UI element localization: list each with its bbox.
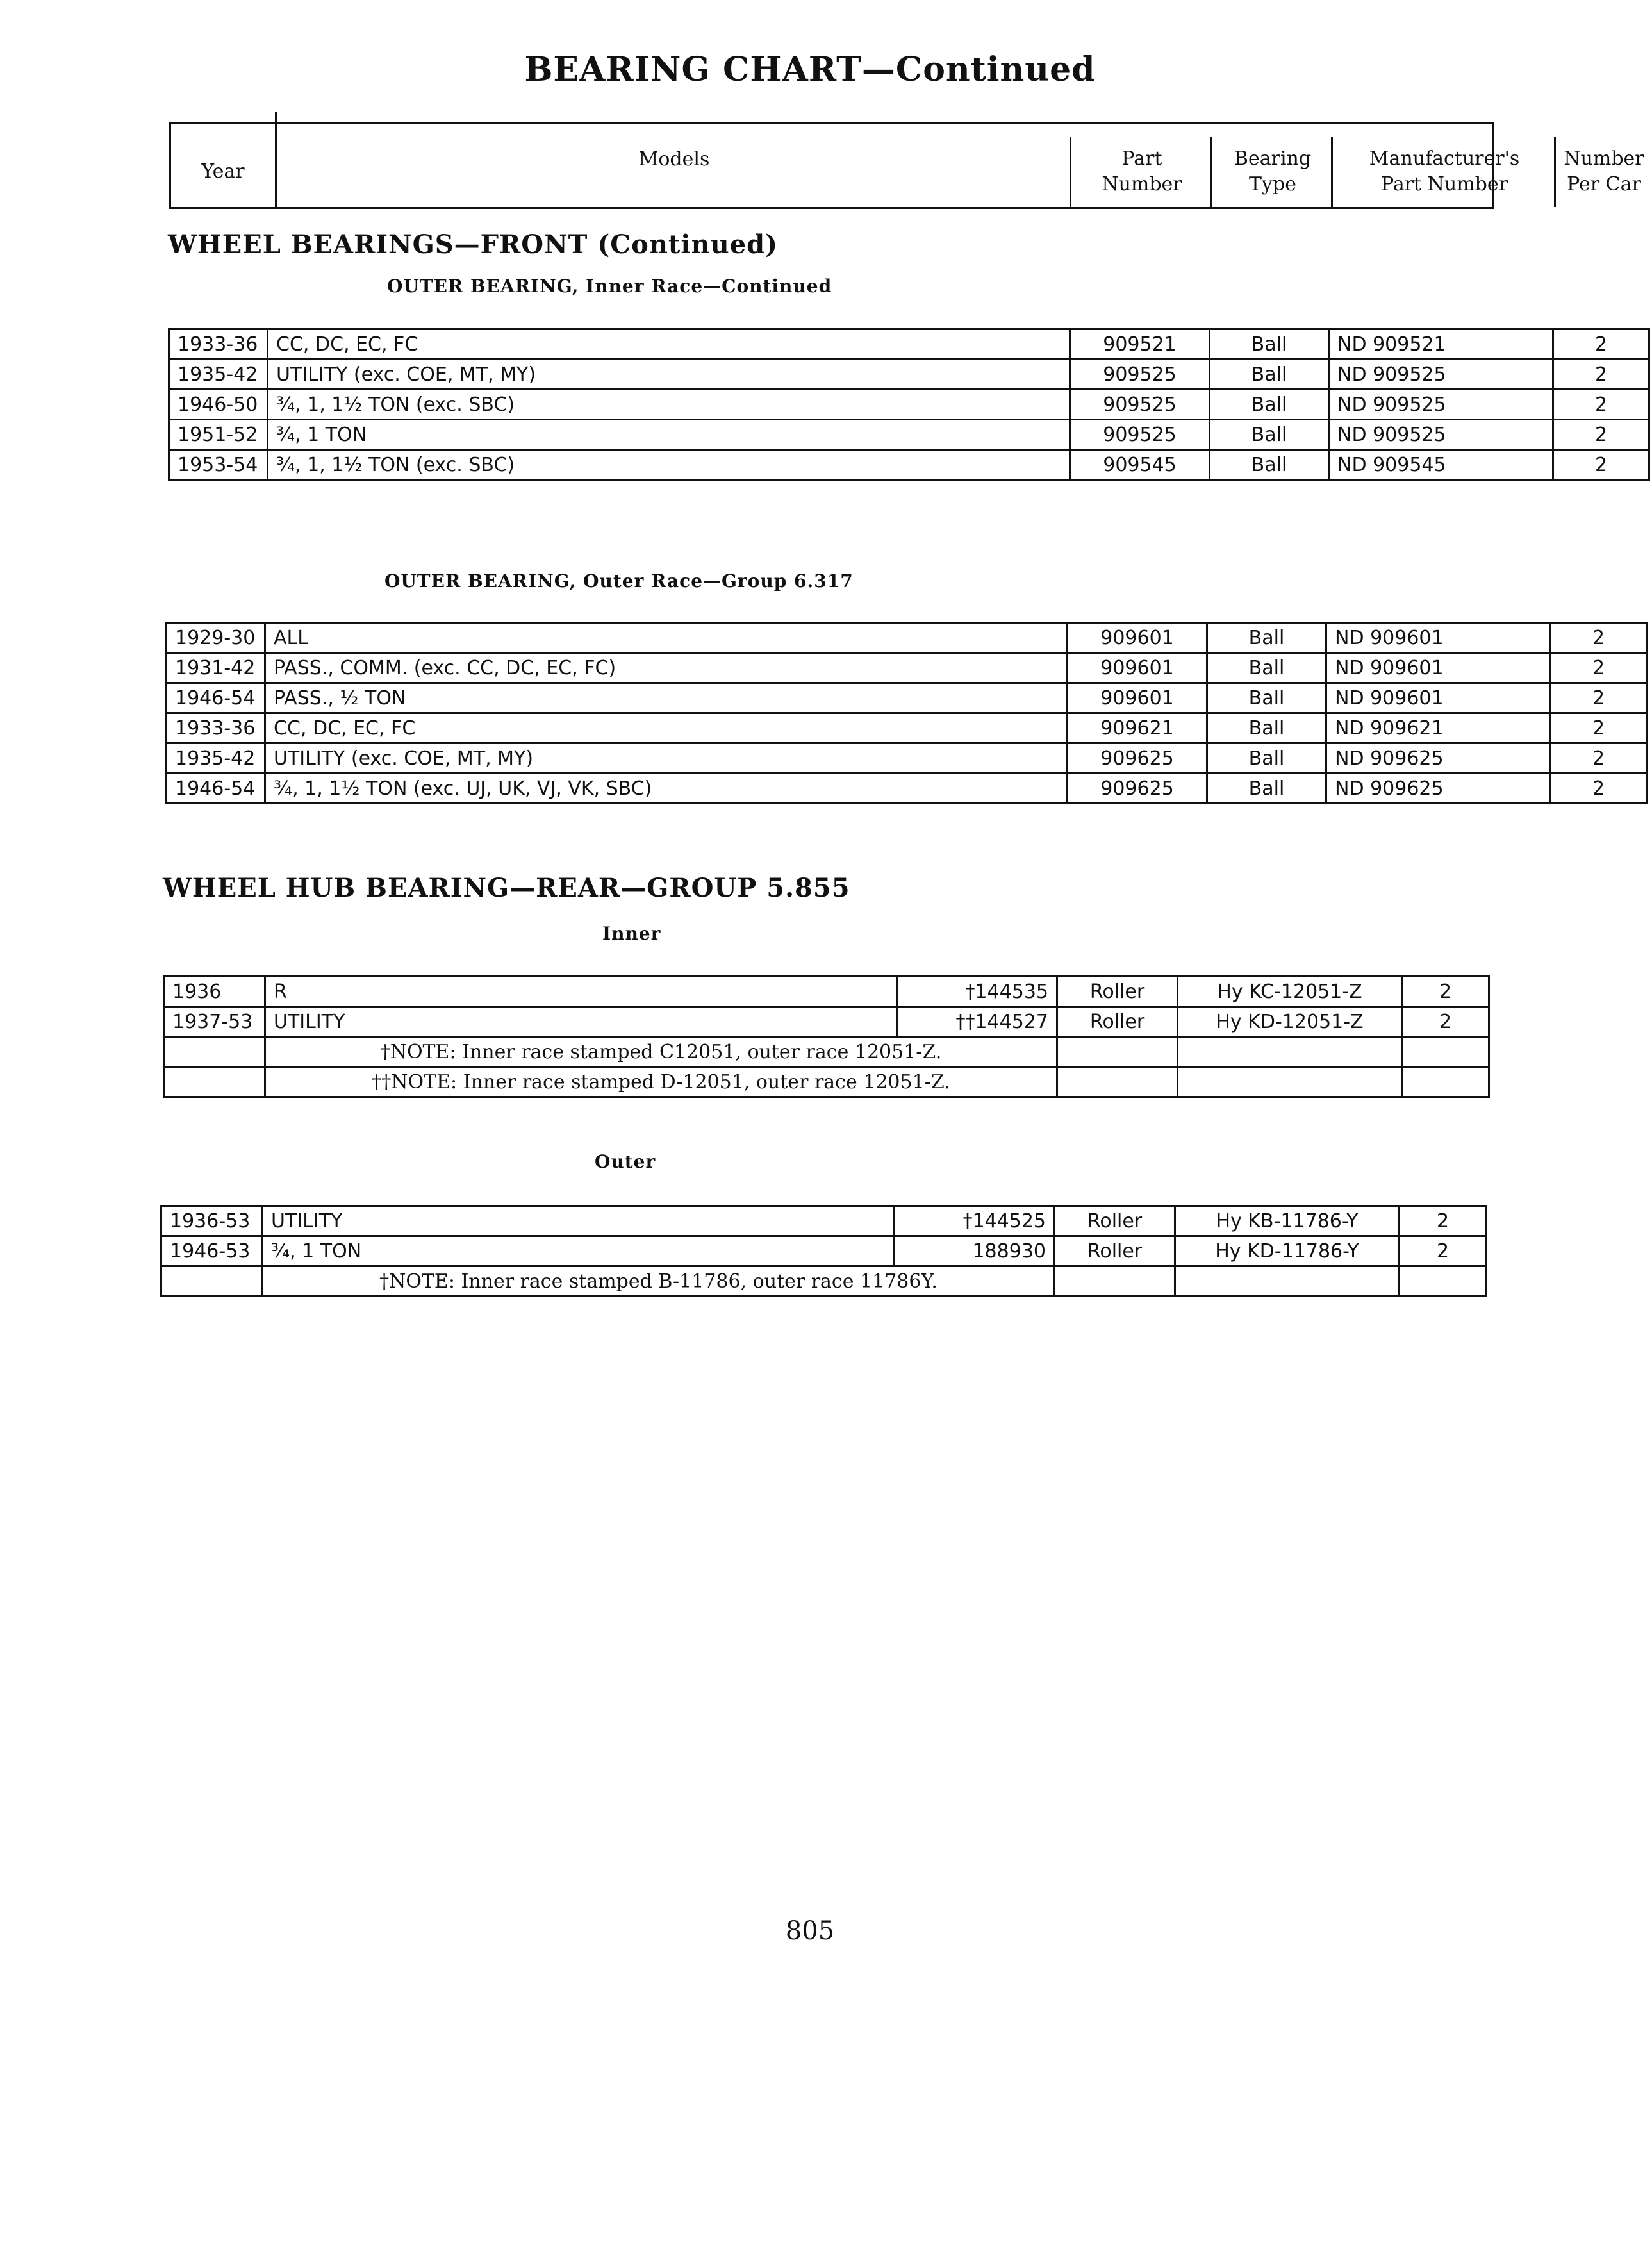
bearing-type-cell: Ball	[1207, 743, 1326, 774]
number-per-car-cell: 2	[1551, 683, 1647, 713]
year-cell: 1935-42	[167, 743, 265, 774]
subsection-heading-inner-race: OUTER BEARING, Inner Race—Continued	[387, 276, 832, 297]
mfr-part-number-cell: ND 909601	[1326, 653, 1551, 683]
year-cell: 1931-42	[167, 653, 265, 683]
models-cell: PASS., COMM. (exc. CC, DC, EC, FC)	[265, 653, 1068, 683]
section-heading-front: WHEEL BEARINGS—FRONT (Continued)	[168, 229, 779, 260]
part-number-cell: 909521	[1070, 329, 1210, 360]
year-cell: 1936	[164, 977, 265, 1007]
empty-cell	[1402, 1037, 1489, 1067]
part-number-cell: †144525	[895, 1206, 1055, 1236]
note-row	[164, 1067, 1489, 1097]
mfr-part-number-cell: ND 909521	[1329, 329, 1553, 360]
bearing-type-cell: Ball	[1207, 653, 1326, 683]
bearing-type-cell: Roller	[1055, 1206, 1175, 1236]
mfr-part-number-cell: ND 909601	[1326, 683, 1551, 713]
part-number-cell: 909625	[1068, 743, 1207, 774]
mfr-part-number-cell: Hy KB-11786-Y	[1175, 1206, 1400, 1236]
models-cell: UTILITY (exc. COE, MT, MY)	[265, 743, 1068, 774]
page-number: 805	[785, 1916, 835, 1946]
models-cell: UTILITY (exc. COE, MT, MY)	[268, 360, 1070, 390]
part-number-cell: 909525	[1070, 360, 1210, 390]
note-row	[161, 1266, 1487, 1297]
table-row	[161, 1236, 1487, 1266]
number-per-car-cell: 2	[1400, 1236, 1487, 1266]
table-row	[164, 1007, 1489, 1037]
part-number-cell: 909621	[1068, 713, 1207, 743]
empty-cell	[164, 1067, 265, 1097]
section-heading-rear: WHEEL HUB BEARING—REAR—GROUP 5.855	[163, 873, 850, 903]
year-cell: 1946-50	[169, 390, 268, 420]
year-cell: 1946-54	[167, 683, 265, 713]
bearing-type-cell: Ball	[1207, 623, 1326, 653]
table-row	[164, 977, 1489, 1007]
bearing-type-cell: Ball	[1210, 360, 1329, 390]
part-number-cell: 909601	[1068, 683, 1207, 713]
number-per-car-cell: 2	[1402, 977, 1489, 1007]
subsection-heading-inner: Inner	[602, 923, 661, 944]
footnote: †NOTE: Inner race stamped B-11786, outer race 11786Y.	[263, 1266, 1055, 1297]
year-cell: 1946-53	[161, 1236, 263, 1266]
year-cell: 1935-42	[169, 360, 268, 390]
mfr-part-number-cell: ND 909545	[1329, 450, 1553, 480]
mfr-part-number-cell: ND 909625	[1326, 743, 1551, 774]
year-cell: 1937-53	[164, 1007, 265, 1037]
col-header-mfr-part-number: Manufacturer's Part Number	[1331, 137, 1556, 207]
bearing-type-cell: Ball	[1210, 420, 1329, 450]
part-number-cell: 909601	[1068, 653, 1207, 683]
models-cell: ¾, 1, 1½ TON (exc. UJ, UK, VJ, VK, SBC)	[265, 774, 1068, 804]
table-row	[169, 390, 1649, 420]
mfr-part-number-cell: ND 909525	[1329, 360, 1553, 390]
table-row	[169, 420, 1649, 450]
mfr-part-number-cell: Hy KC-12051-Z	[1178, 977, 1402, 1007]
models-cell: CC, DC, EC, FC	[265, 713, 1068, 743]
mfr-part-number-cell: ND 909601	[1326, 623, 1551, 653]
table-row	[169, 360, 1649, 390]
models-cell: ¾, 1, 1½ TON (exc. SBC)	[268, 450, 1070, 480]
col-header-models: Models	[275, 112, 1071, 207]
part-number-cell: 909545	[1070, 450, 1210, 480]
note-row	[164, 1037, 1489, 1067]
empty-cell	[164, 1037, 265, 1067]
number-per-car-cell: 2	[1551, 774, 1647, 804]
number-per-car-cell: 2	[1553, 420, 1649, 450]
models-cell: ¾, 1 TON	[268, 420, 1070, 450]
models-cell: CC, DC, EC, FC	[268, 329, 1070, 360]
part-number-cell: ††144527	[897, 1007, 1057, 1037]
number-per-car-cell: 2	[1553, 390, 1649, 420]
number-per-car-cell: 2	[1553, 450, 1649, 480]
footnote: ††NOTE: Inner race stamped D-12051, outer race 12051-Z.	[265, 1067, 1057, 1097]
year-cell: 1946-54	[167, 774, 265, 804]
year-cell: 1951-52	[169, 420, 268, 450]
mfr-part-number-cell: ND 909525	[1329, 390, 1553, 420]
year-cell: 1933-36	[167, 713, 265, 743]
page-title: BEARING CHART—Continued	[524, 50, 1096, 89]
table-row	[169, 329, 1649, 360]
bearing-type-cell: Ball	[1207, 713, 1326, 743]
table-row	[169, 450, 1649, 480]
mfr-part-number-cell: ND 909625	[1326, 774, 1551, 804]
empty-cell	[1057, 1037, 1178, 1067]
table-row	[161, 1206, 1487, 1236]
empty-cell	[1057, 1067, 1178, 1097]
part-number-cell: 188930	[895, 1236, 1055, 1266]
bearing-type-cell: Roller	[1057, 977, 1178, 1007]
bearing-type-cell: Ball	[1207, 774, 1326, 804]
table-outer-inner-race	[168, 328, 1650, 481]
models-cell: UTILITY	[265, 1007, 897, 1037]
col-header-part-number: Part Number	[1070, 137, 1212, 207]
table-row	[167, 683, 1647, 713]
empty-cell	[1402, 1067, 1489, 1097]
number-per-car-cell: 2	[1402, 1007, 1489, 1037]
part-number-cell: †144535	[897, 977, 1057, 1007]
table-rear-inner	[163, 975, 1490, 1098]
models-cell: ¾, 1, 1½ TON (exc. SBC)	[268, 390, 1070, 420]
bearing-type-cell: Ball	[1210, 390, 1329, 420]
part-number-cell: 909525	[1070, 390, 1210, 420]
column-header-box	[169, 122, 1644, 209]
number-per-car-cell: 2	[1551, 743, 1647, 774]
empty-cell	[1055, 1266, 1175, 1297]
table-row	[167, 743, 1647, 774]
models-cell: R	[265, 977, 897, 1007]
year-cell: 1929-30	[167, 623, 265, 653]
table-row	[167, 774, 1647, 804]
mfr-part-number-cell: Hy KD-12051-Z	[1178, 1007, 1402, 1037]
col-header-year: Year	[201, 160, 245, 183]
table-row	[167, 653, 1647, 683]
number-per-car-cell: 2	[1400, 1206, 1487, 1236]
bearing-type-cell: Ball	[1207, 683, 1326, 713]
models-cell: ALL	[265, 623, 1068, 653]
models-cell: UTILITY	[263, 1206, 895, 1236]
empty-cell	[1400, 1266, 1487, 1297]
footnote: †NOTE: Inner race stamped C12051, outer race 12051-Z.	[265, 1037, 1057, 1067]
mfr-part-number-cell: ND 909621	[1326, 713, 1551, 743]
number-per-car-cell: 2	[1551, 653, 1647, 683]
mfr-part-number-cell: Hy KD-11786-Y	[1175, 1236, 1400, 1266]
table-row	[167, 623, 1647, 653]
empty-cell	[1178, 1067, 1402, 1097]
empty-cell	[161, 1266, 263, 1297]
bearing-type-cell: Ball	[1210, 450, 1329, 480]
subsection-heading-outer: Outer	[595, 1151, 656, 1172]
models-cell: ¾, 1 TON	[263, 1236, 895, 1266]
models-cell: PASS., ½ TON	[265, 683, 1068, 713]
number-per-car-cell: 2	[1551, 713, 1647, 743]
col-header-number-per-car: Number Per Car	[1554, 137, 1652, 207]
bearing-type-cell: Roller	[1055, 1236, 1175, 1266]
part-number-cell: 909625	[1068, 774, 1207, 804]
year-cell: 1936-53	[161, 1206, 263, 1236]
year-cell: 1953-54	[169, 450, 268, 480]
table-rear-outer	[160, 1205, 1487, 1297]
bearing-type-cell: Roller	[1057, 1007, 1178, 1037]
number-per-car-cell: 2	[1553, 329, 1649, 360]
year-cell: 1933-36	[169, 329, 268, 360]
empty-cell	[1175, 1266, 1400, 1297]
subsection-heading-outer-race: OUTER BEARING, Outer Race—Group 6.317	[384, 570, 854, 592]
bearing-type-cell: Ball	[1210, 329, 1329, 360]
table-row	[167, 713, 1647, 743]
empty-cell	[1178, 1037, 1402, 1067]
mfr-part-number-cell: ND 909525	[1329, 420, 1553, 450]
number-per-car-cell: 2	[1553, 360, 1649, 390]
number-per-car-cell: 2	[1551, 623, 1647, 653]
table-outer-outer-race	[165, 622, 1648, 804]
col-header-bearing-type: Bearing Type	[1210, 137, 1333, 207]
part-number-cell: 909525	[1070, 420, 1210, 450]
part-number-cell: 909601	[1068, 623, 1207, 653]
